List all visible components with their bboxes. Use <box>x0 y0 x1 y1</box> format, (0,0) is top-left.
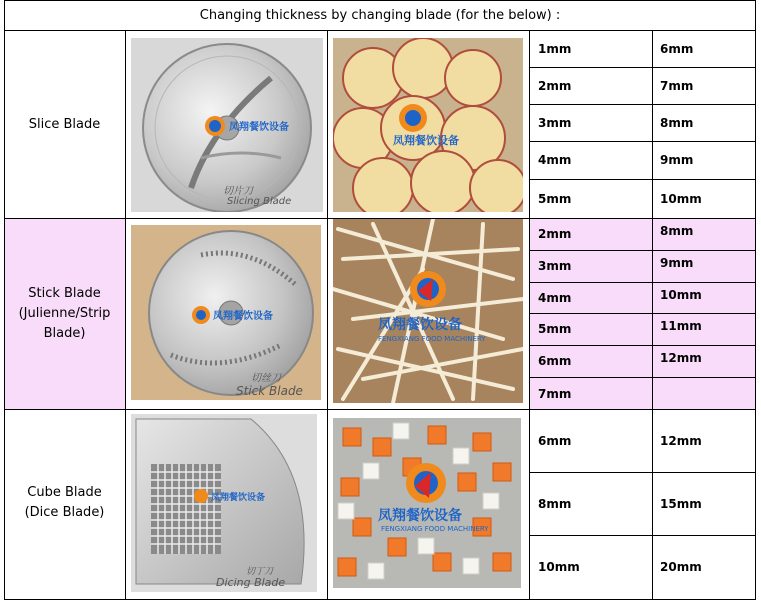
size-cell: 4mm <box>538 152 572 167</box>
label-line: Blade) <box>43 326 86 341</box>
label-line: (Julienne/Strip <box>18 306 111 321</box>
size-cell: 15mm <box>660 497 702 511</box>
label-line: Stick Blade <box>28 286 101 301</box>
svg-text:切丝刀: 切丝刀 <box>251 373 281 384</box>
svg-text:凤翔餐饮设备: 凤翔餐饮设备 <box>229 122 289 133</box>
svg-text:切片刀: 切片刀 <box>223 186 253 197</box>
size-cell: 9mm <box>660 152 694 167</box>
slice-blade-photo <box>131 38 323 212</box>
svg-text:凤翔餐饮设备: 凤翔餐饮设备 <box>378 317 462 333</box>
size-cell: 8mm <box>660 115 694 130</box>
svg-text:Dicing Blade: Dicing Blade <box>216 576 286 589</box>
size-cell: 12mm <box>660 434 702 448</box>
size-cell: 8mm <box>538 497 572 511</box>
size-cell: 2mm <box>538 227 572 241</box>
size-cell: 20mm <box>660 560 702 574</box>
size-cell: 10mm <box>660 288 702 302</box>
size-cell: 3mm <box>538 259 572 273</box>
size-cell: 4mm <box>538 291 572 305</box>
size-cell: 6mm <box>538 354 572 368</box>
svg-text:凤翔餐饮设备: 凤翔餐饮设备 <box>211 493 266 503</box>
svg-text:Slicing Blade: Slicing Blade <box>227 196 292 207</box>
table-title: Changing thickness by changing blade (for the below) : <box>199 7 561 23</box>
svg-text:FENGXIANG FOOD MACHINERY: FENGXIANG FOOD MACHINERY <box>381 525 489 533</box>
size-cell: 1mm <box>538 41 572 56</box>
size-cell: 5mm <box>538 192 572 206</box>
row-label-slice <box>4 31 125 218</box>
label-line: (Dice Blade) <box>24 505 105 520</box>
size-cell: 8mm <box>660 224 694 238</box>
size-cell: 7mm <box>538 386 572 401</box>
size-cell: 6mm <box>660 41 694 56</box>
svg-text:凤翔餐饮设备: 凤翔餐饮设备 <box>393 134 459 147</box>
size-cell: 12mm <box>660 351 702 365</box>
size-cell: 7mm <box>660 78 694 93</box>
potato-sticks-photo <box>333 219 523 403</box>
svg-text:切丁刀: 切丁刀 <box>246 567 274 577</box>
size-cell: 10mm <box>660 192 702 206</box>
size-cell: 2mm <box>538 78 572 93</box>
size-cell: 3mm <box>538 115 572 130</box>
svg-text:凤翔餐饮设备: 凤翔餐饮设备 <box>213 311 273 322</box>
size-cell: 5mm <box>538 322 572 336</box>
size-cell: 9mm <box>660 256 694 270</box>
row-label-stick <box>4 219 125 409</box>
cube-blade-photo <box>131 414 317 592</box>
table-header <box>4 0 756 30</box>
potato-slices-photo <box>333 38 523 212</box>
row-label-cube <box>4 410 125 596</box>
stick-blade-photo <box>131 225 321 400</box>
size-cell: 6mm <box>538 434 572 448</box>
svg-text:凤翔餐饮设备: 凤翔餐饮设备 <box>378 508 462 524</box>
diced-carrot-photo <box>333 418 521 588</box>
label-line: Slice Blade <box>28 116 101 132</box>
label-line: Cube Blade <box>27 485 102 500</box>
svg-text:FENGXIANG FOOD MACHINERY: FENGXIANG FOOD MACHINERY <box>378 335 486 343</box>
svg-text:Stick Blade: Stick Blade <box>236 384 303 398</box>
size-cell: 10mm <box>538 560 580 574</box>
size-cell: 11mm <box>660 319 702 333</box>
